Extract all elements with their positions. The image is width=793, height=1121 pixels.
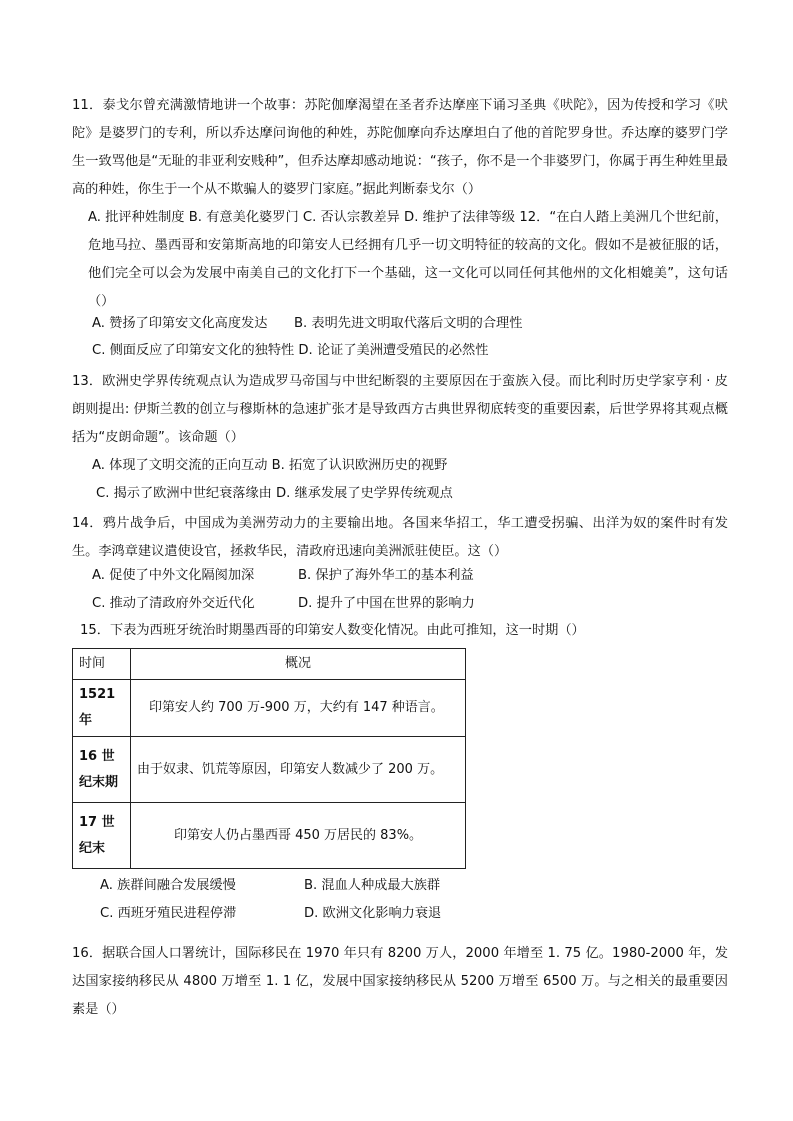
table-cell-description: 印第安人约 700 万-900 万，大约有 147 种语言。	[131, 680, 466, 737]
table-cell-description: 印第安人仍占墨西哥 450 万居民的 83%。	[131, 803, 466, 869]
question-15-option-a: A. 族群间融合发展缓慢	[100, 878, 236, 893]
question-11-options-and-question-12-stem: A. 批评种姓制度 B. 有意美化婆罗门 C. 否认宗教差异 D. 维护了法律等级 12．“在白人踏上美洲几个世纪前，危地马拉、墨西哥和安第斯高地的印第安人已经拥有几乎一切文明特征的较高的文化。假如不是被征服的话，他们完全可以会为发展中南美自己的文化打下一个基础，这一文化可以同任何其他州的文化相媲美”，这句话（）	[88, 210, 728, 309]
question-14-option-b: B. 保护了海外华工的基本利益	[298, 568, 474, 583]
question-15-option-c: C. 西班牙殖民进程停滞	[100, 906, 237, 921]
question-13-stem: 13．欧洲史学界传统观点认为造成罗马帝国与中世纪断裂的主要原因在于蛮族入侵。而比利时历史学家亨利 · 皮朗则提出: 伊斯兰教的创立与穆斯林的急速扩张才是导致西方古典世界彻底转变的重要因素，后世学界将其观点概括为“皮朗命题”。该命题（）	[72, 374, 728, 445]
population-table	[72, 648, 466, 869]
table-cell-description: 由于奴隶、饥荒等原因，印第安人数减少了 200 万。	[131, 737, 466, 803]
table-header-description: 概况	[131, 649, 466, 680]
table-header-time: 时间	[73, 649, 131, 680]
question-16-stem: 16．据联合国人口署统计，国际移民在 1970 年只有 8200 万人，2000 年增至 1. 75 亿。1980-2000 年，发达国家接纳移民从 4800 万增至 1. 1 亿，发展中国家接纳移民从 5200 万增至 6500 万。与之相关的最重要因素是（）	[72, 946, 728, 1017]
table-cell-time: 1521 年	[73, 680, 131, 737]
table-header-row	[73, 649, 466, 680]
question-14-option-d: D. 提升了中国在世界的影响力	[298, 596, 475, 611]
table-row	[73, 737, 466, 803]
question-11-stem: 11．泰戈尔曾充满激情地讲一个故事：苏陀伽摩渴望在圣者乔达摩座下诵习圣典《吠陀》，因为传授和学习《吠陀》是婆罗门的专利，所以乔达摩问询他的种姓，苏陀伽摩向乔达摩坦白了他的首陀罗身世。乔达摩的婆罗门学生一致骂他是“无耻的非亚利安贱种”，但乔达摩却感动地说：“孩子，你不是一个非婆罗门，你属于再生种姓里最高的种姓，你生于一个从不欺骗人的婆罗门家庭。”据此判断泰戈尔（）	[72, 98, 728, 197]
question-14-stem: 14．鸦片战争后，中国成为美洲劳动力的主要输出地。各国来华招工，华工遭受拐骗、出洋为奴的案件时有发生。李鸿章建议遣使设官，拯救华民，清政府迅速向美洲派驻使臣。这（）	[72, 516, 728, 559]
question-15-option-d: D. 欧洲文化影响力衰退	[304, 906, 442, 921]
question-15-option-b: B. 混血人种成最大族群	[304, 878, 441, 893]
question-12-option-b: B. 表明先进文明取代落后文明的合理性	[294, 316, 523, 331]
table-cell-time: 17 世纪末	[73, 803, 131, 869]
question-13-options-c-d: C. 揭示了欧洲中世纪衰落缘由 D. 继承发展了史学界传统观点	[96, 486, 453, 501]
question-14-option-a: A. 促使了中外文化隔阂加深	[92, 568, 255, 583]
table-row	[73, 680, 466, 737]
question-12-option-a: A. 赞扬了印第安文化高度发达	[92, 316, 268, 331]
table-row	[73, 803, 466, 869]
question-13-options-a-b: A. 体现了文明交流的正向互动 B. 拓宽了认识欧洲历史的视野	[92, 458, 448, 473]
question-12-options-c-d: C. 侧面反应了印第安文化的独特性 D. 论证了美洲遭受殖民的必然性	[92, 343, 489, 358]
table-cell-time: 16 世纪末期	[73, 737, 131, 803]
question-14-option-c: C. 推动了清政府外交近代化	[92, 596, 255, 611]
question-15-stem: 15．下表为西班牙统治时期墨西哥的印第安人数变化情况。由此可推知，这一时期（）	[80, 623, 585, 638]
